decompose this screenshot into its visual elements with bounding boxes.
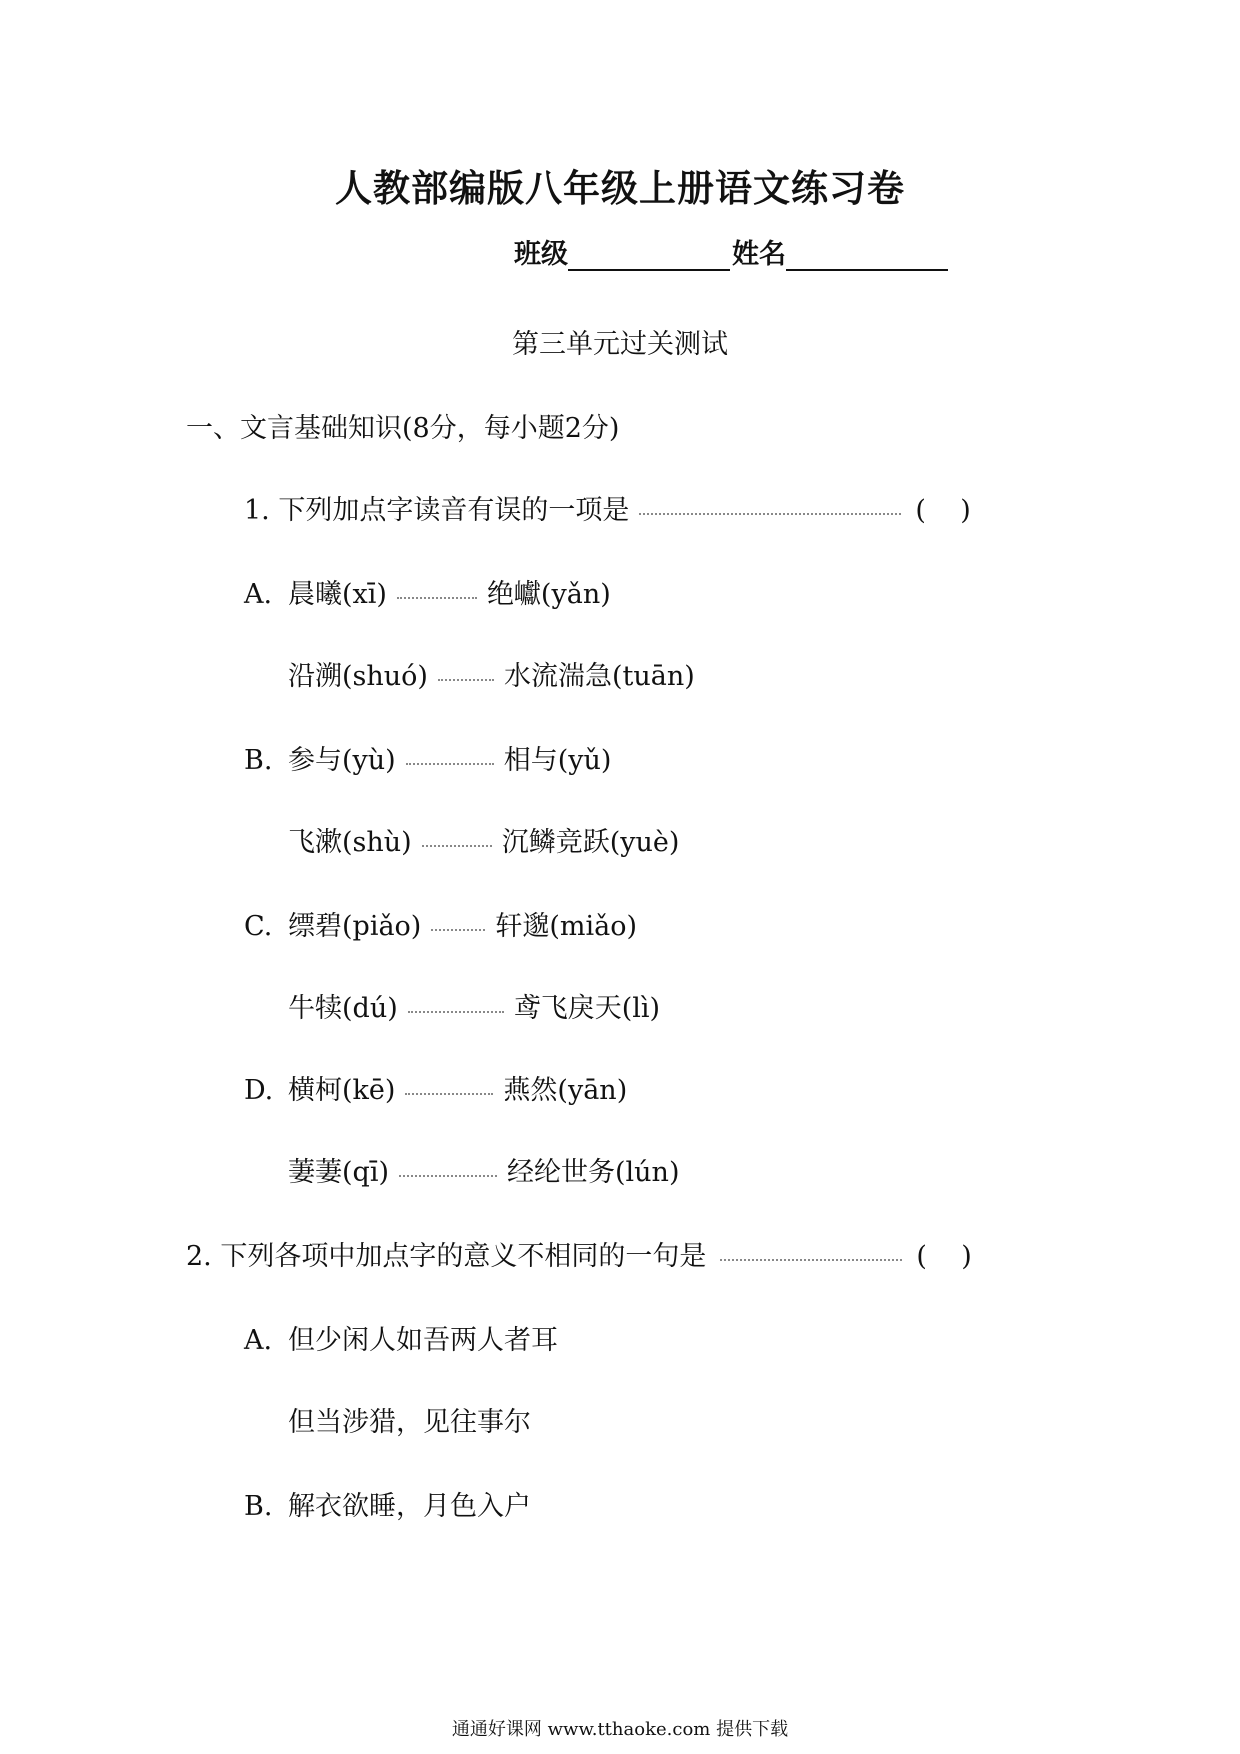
dot-leader: [639, 513, 901, 515]
dot-leader: [431, 929, 485, 931]
option-label: B.: [244, 745, 273, 776]
option-d-row-2: [288, 1150, 679, 1189]
option-term: 萋萋(qī): [288, 1157, 389, 1188]
dot-leader: [720, 1259, 902, 1261]
question-1-stem: 1. 下列加点字读音有误的一项是: [244, 495, 630, 526]
dot-leader: [438, 679, 494, 681]
dot-leader: [397, 597, 477, 599]
option-label: D.: [244, 1075, 274, 1106]
option-label: A.: [244, 579, 273, 610]
footer-credit: 通通好课网 www.tthaoke.com 提供下载: [451, 1719, 789, 1740]
option-b-row-1: [244, 738, 611, 777]
option-term: 轩邈(miǎo): [495, 911, 638, 942]
page-title: 人教部编版八年级上册语文练习卷: [335, 167, 905, 210]
option-label: A.: [244, 1325, 273, 1356]
question-2: [186, 1234, 972, 1273]
option-term: 燕然(yān): [503, 1075, 628, 1106]
option-term: 晨曦(xī): [288, 579, 387, 610]
q2-option-b-row-1: [244, 1484, 531, 1523]
answer-paren: ( ): [915, 495, 971, 526]
dot-leader: [422, 845, 492, 847]
answer-paren: ( ): [916, 1241, 972, 1272]
option-label: C.: [244, 911, 273, 942]
dot-leader: [399, 1175, 497, 1177]
section-heading: 一、文言基础知识(8分，每小题2分): [186, 413, 620, 444]
option-c-row-2: [288, 986, 660, 1025]
class-blank-line: [568, 243, 730, 271]
option-sentence: 解衣欲睡，月色入户: [288, 1491, 531, 1522]
option-term: 沉鳞竞跃(yuè): [501, 827, 680, 858]
option-b-row-2: [288, 820, 679, 859]
option-a-row-1: [244, 572, 611, 611]
option-sentence: 但少闲人如吾两人者耳: [288, 1325, 558, 1356]
option-term: 水流湍急(tuān): [503, 661, 695, 692]
option-d-row-1: [244, 1068, 627, 1107]
option-a-row-2: [288, 654, 695, 693]
option-label: B.: [244, 1491, 273, 1522]
dot-leader: [406, 763, 494, 765]
option-term: 缥碧(piǎo): [288, 911, 422, 942]
name-blank-line: [786, 243, 948, 271]
student-info-fields: [514, 232, 950, 271]
option-term: 沿溯(shuó): [288, 661, 428, 692]
name-label: 姓名: [732, 239, 786, 270]
option-term: 相与(yǔ): [503, 745, 612, 776]
dot-leader: [405, 1093, 493, 1095]
question-1: [244, 488, 971, 527]
option-c-row-1: [244, 904, 637, 943]
option-term: 横柯(kē): [288, 1075, 396, 1106]
option-term: 牛犊(dú): [288, 993, 398, 1024]
option-sentence: 但当涉猎，见往事尔: [288, 1407, 531, 1438]
dot-leader: [408, 1011, 504, 1013]
option-term: 飞漱(shù): [288, 827, 412, 858]
option-term: 绝巘(yǎn): [486, 579, 611, 610]
question-2-stem: 2. 下列各项中加点字的意义不相同的一句是: [186, 1241, 707, 1272]
option-term: 参与(yù): [288, 745, 396, 776]
unit-title: 第三单元过关测试: [512, 329, 728, 360]
q2-option-a-row-2: [288, 1400, 531, 1439]
option-term: 经纶世务(lún): [507, 1157, 680, 1188]
class-label: 班级: [514, 239, 568, 270]
q2-option-a-row-1: [244, 1318, 558, 1357]
option-term: 鸢飞戾天(lì): [513, 993, 661, 1024]
